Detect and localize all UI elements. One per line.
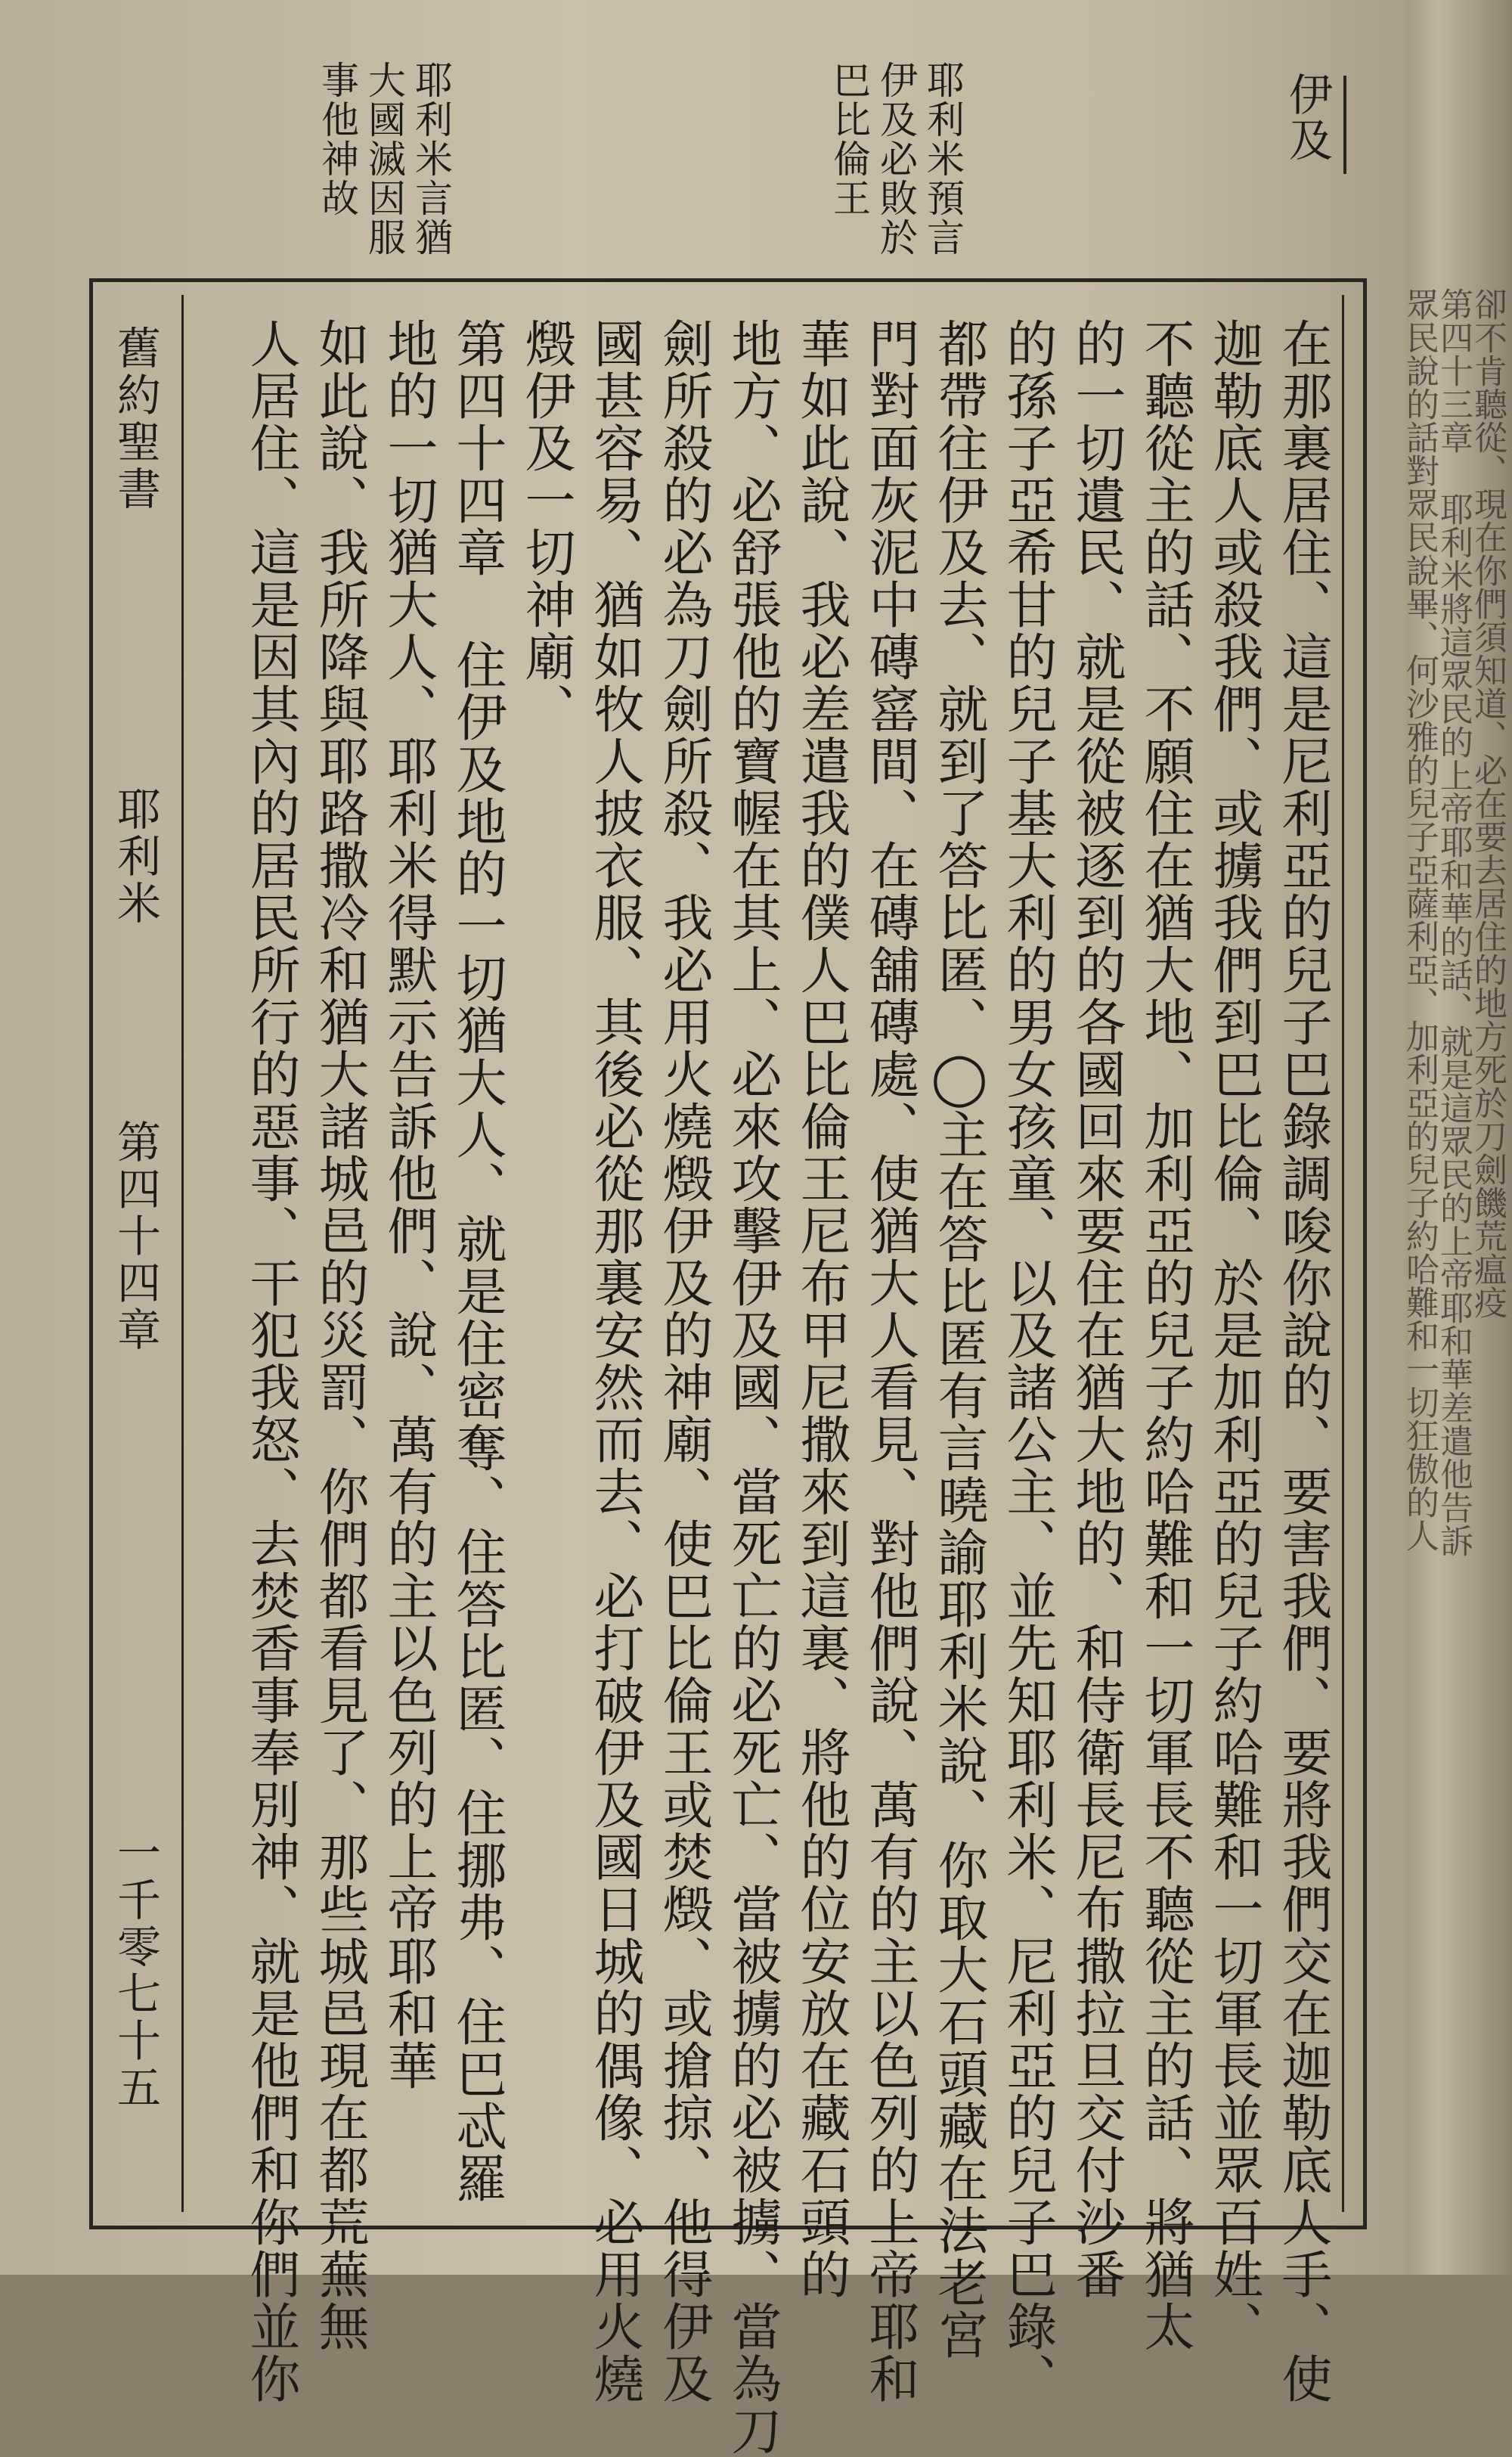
- verse-column-4: 的一切遺民、就是從被逐到的各國回來要住在猶大地的、和侍衛長尼布撒拉旦交付沙番: [1067, 318, 1126, 2300]
- verse-column-15: 如此說、我所降與耶路撒冷和猶大諸城邑的災罰、你們都看見了、那些城邑現在都荒蕪無: [311, 318, 370, 2353]
- footer-section: 耶利米: [110, 786, 161, 927]
- footer-book-title: 舊約聖書: [110, 325, 161, 513]
- verse-column-9: 地方、必舒張他的寶幄在其上、必來攻擊伊及國、當死亡的必死亡、當被擄的必被擄、當為刀: [723, 318, 782, 2457]
- adjacent-page-line-2: 第四十三章 耶利米將這眾民的上帝耶和華的話、就是這眾民的上帝耶和華差遣他告訴: [1434, 287, 1473, 1557]
- adjacent-page-line-3: 眾民說的話對眾民說畢、何沙雅的兒子亞薩利亞、加利亞的兒子約哈難和一切狂傲的人: [1400, 287, 1439, 1552]
- page-number: 一千零七十五: [110, 1830, 161, 2111]
- adjacent-page-line-1: 卻不肯聽從、現在你們須知道、必在要去居住的地方死於刀劍饑荒瘟疫: [1468, 287, 1507, 1319]
- margin-note-3: 巴比倫王: [827, 60, 871, 218]
- verse-column-6: 都帶往伊及去、就到了答比匿、◯主在答比匿有言曉諭耶利米說、你取大石頭藏在法老宮: [930, 318, 989, 2361]
- header-rule: [1343, 76, 1346, 174]
- verse-column-7: 門對面灰泥中磚窰間、在磚舖磚處、使猶大人看見、對他們說、萬有的主以色列的上帝耶和: [861, 318, 920, 2405]
- verse-column-2: 迦勒底人或殺我們、或擄我們到巴比倫、於是加利亞的兒子約哈難和一切軍長並眾百姓、: [1205, 318, 1264, 2353]
- margin-note-5: 大國滅因服: [362, 60, 406, 257]
- verse-column-1: 在那裏居住、這是尼利亞的兒子巴錄調唆你說的、要害我們、要將我們交在迦勒底人手、使: [1274, 318, 1333, 2405]
- verse-column-11: 國甚容易、猶如牧人披衣服、其後必從那裏安然而去、必打破伊及國日城的偶像、必用火燒: [586, 318, 645, 2405]
- chapter-44-start: 第四十四章 住伊及地的一切猶大人、就是住密奪、住答比匿、住挪弗、住巴忒羅: [448, 318, 507, 2204]
- margin-note-6: 事他神故: [315, 60, 359, 218]
- adjacent-page-edge: [1400, 0, 1512, 2275]
- verse-column-8: 華如此說、我必差遣我的僕人巴比倫王尼布甲尼撒來到這裏、將他的位安放在藏石頭的: [792, 318, 851, 2300]
- margin-note-2: 伊及必敗於: [874, 60, 918, 257]
- margin-note-4: 耶利米言猶: [409, 60, 453, 257]
- margin-note-1: 耶利米預言: [921, 60, 965, 257]
- running-title: 伊及: [1281, 72, 1333, 163]
- verse-column-12: 燬伊及一切神廟、: [517, 318, 576, 735]
- verse-column-16: 人居住、這是因其內的居民所行的惡事、干犯我怒、去焚香事奉別神、就是他們和你們並你: [242, 318, 301, 2405]
- footer-chapter: 第四十四章: [110, 1119, 161, 1354]
- verse-column-3: 不聽從主的話、不願住在猶大地、加利亞的兒子約哈難和一切軍長不聽從主的話、將猶太: [1136, 318, 1195, 2353]
- verse-column-10: 劍所殺的必為刀劍所殺、我必用火燒燬伊及的神廟、使巴比倫王或焚燬、或搶掠、他得伊及: [655, 318, 714, 2405]
- verse-column-14: 地的一切猶大人、耶利米得默示告訴他們、說、萬有的主以色列的上帝耶和華: [380, 318, 438, 2092]
- verse-column-5: 的孫子亞希甘的兒子基大利的男女孩童、以及諸公主、並先知耶利米、尼利亞的兒子巴錄、: [999, 318, 1058, 2405]
